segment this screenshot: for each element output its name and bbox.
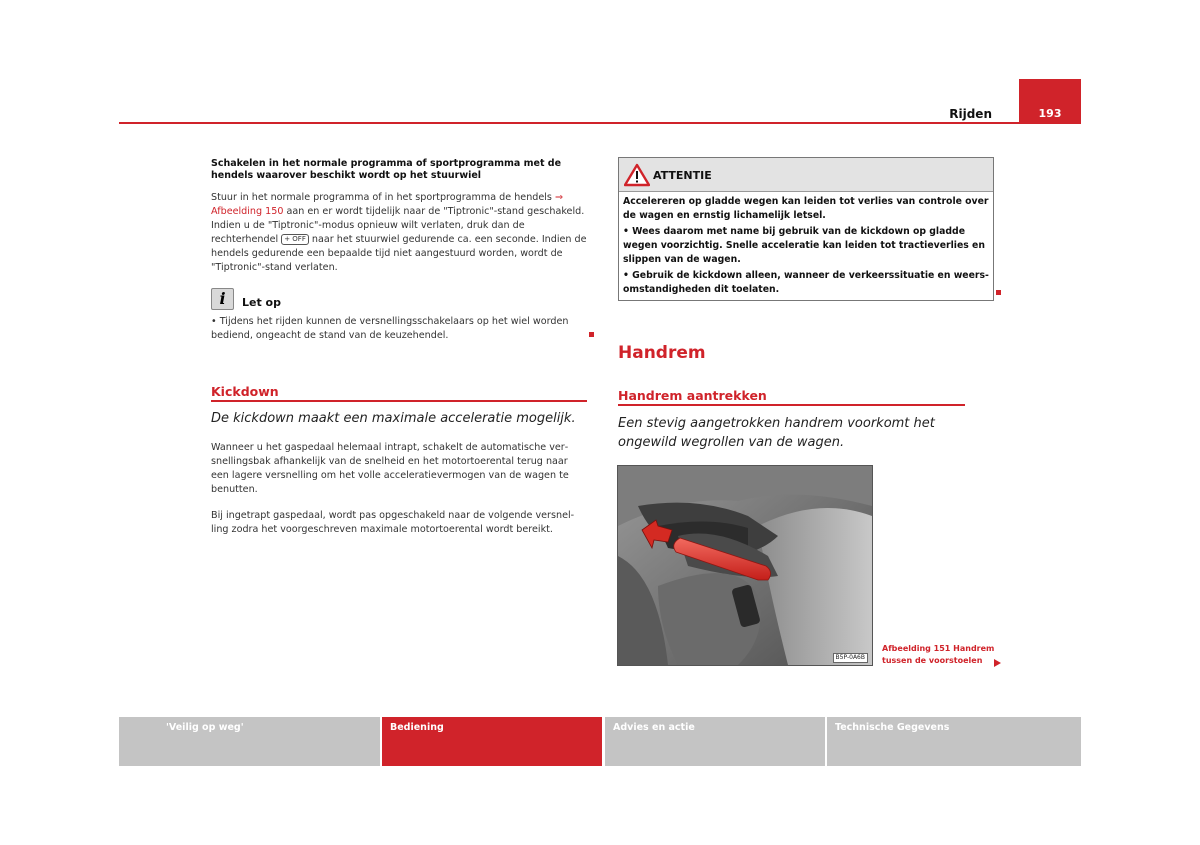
tab-label: 'Veilig op weg' (166, 722, 244, 733)
handbrake-photo (617, 465, 873, 666)
kickdown-paragraph-2: Bij ingetrapt gaspedaal, wordt pas opgeschakeld naar de volgende versnelling zodra het voorgeschreven maximale motortoerental wordt bereikt. (211, 510, 575, 535)
tab-veilig-op-weg[interactable] (119, 717, 380, 766)
warning-triangle-icon (624, 163, 650, 187)
tab-bediening[interactable] (382, 717, 602, 766)
kickdown-intro: De kickdown maakt een maximale acceleratie mogelijk. (211, 411, 576, 426)
paragraph-text: aan en er wordt tijdelijk naar de "Tiptronic"-stand geschakeld. Indien u de "Tiptronic"-modus opnieuw wilt verlaten, druk dan de rechterhendel (211, 206, 585, 245)
warning-bullet: • Gebruik de kickdown alleen, wanneer de verkeerssituatie en weersomstandigheden dit toelaten. (623, 270, 989, 295)
handbrake-illustration (618, 466, 872, 665)
figure-reference-link[interactable]: ⇒ Afbeelding 150 (211, 192, 564, 217)
continue-arrow-icon (994, 659, 1001, 667)
note-text: • Tijdens het rijden kunnen de versnellingsschakelaars op het wiel worden bediend, ongeacht de stand van de keuzehendel. (211, 316, 569, 341)
tab-advies-en-actie[interactable] (605, 717, 825, 766)
info-i-icon (211, 288, 234, 310)
warning-header (619, 158, 993, 192)
paragraph-tiptronic (211, 191, 591, 275)
handrem-aantrekken-heading: Handrem aantrekken (618, 388, 767, 403)
kickdown-heading: Kickdown (211, 384, 279, 399)
note-title: Let op (242, 296, 281, 309)
info-glyph: i (219, 289, 226, 308)
warning-end-mark (996, 290, 1001, 295)
paragraph-text: Stuur in het normale programma of in het sportprogramma de hendels (211, 192, 555, 203)
subheading-schakelen: Schakelen in het normale programma of sportprogramma met de hendels waarover beschikt wordt op het stuurwiel (211, 158, 562, 181)
section-title: Rijden (949, 107, 992, 121)
kickdown-rule (211, 400, 587, 402)
tab-label: Technische Gegevens (835, 722, 950, 733)
handrem-heading: Handrem (618, 343, 706, 363)
warning-box (618, 157, 994, 301)
warning-body (623, 195, 991, 299)
tab-label: Advies en actie (613, 722, 695, 733)
kickdown-paragraph-1: Wanneer u het gaspedaal helemaal intrapt, schakelt de automatische versnellingsbak afhankelijk van de snelheid en het motortoerental terug naar een lagere versnelling om het volle acceleratievermogen van de wagen te benutten. (211, 442, 569, 495)
paragraph-text: naar het stuurwiel gedurende ca. een seconde. Indien de hendels gedurende een bepaalde tijd niet aangestuurd worden, wordt de "Tiptronic"-stand verlaten. (211, 234, 587, 273)
tab-label: Bediening (390, 722, 444, 733)
page-number-box (1019, 79, 1081, 124)
handrem-aantrekken-rule (618, 404, 965, 406)
plus-off-key-icon: + OFF (281, 234, 309, 245)
photo-code: B5P-0A6B (833, 653, 868, 663)
figure-caption: Afbeelding 151 Handrem tussen de voorstoelen (882, 644, 995, 665)
warning-title: ATTENTIE (653, 169, 712, 182)
warning-bullet: • Wees daarom met name bij gebruik van de kickdown op gladde wegen voorzichtig. Snelle acceleratie kan leiden tot tractieverlies en slippen van de wagen. (623, 226, 985, 265)
warning-intro: Accelereren op gladde wegen kan leiden tot verlies van controle over de wagen en ernstig lichamelijk letsel. (623, 196, 989, 221)
tab-technische-gegevens[interactable] (827, 717, 1081, 766)
handrem-intro: Een stevig aangetrokken handrem voorkomt het ongewild wegrollen van de wagen. (618, 416, 935, 450)
section-end-mark (589, 332, 594, 337)
page-number: 193 (1038, 107, 1062, 120)
header-rule (119, 122, 1021, 124)
